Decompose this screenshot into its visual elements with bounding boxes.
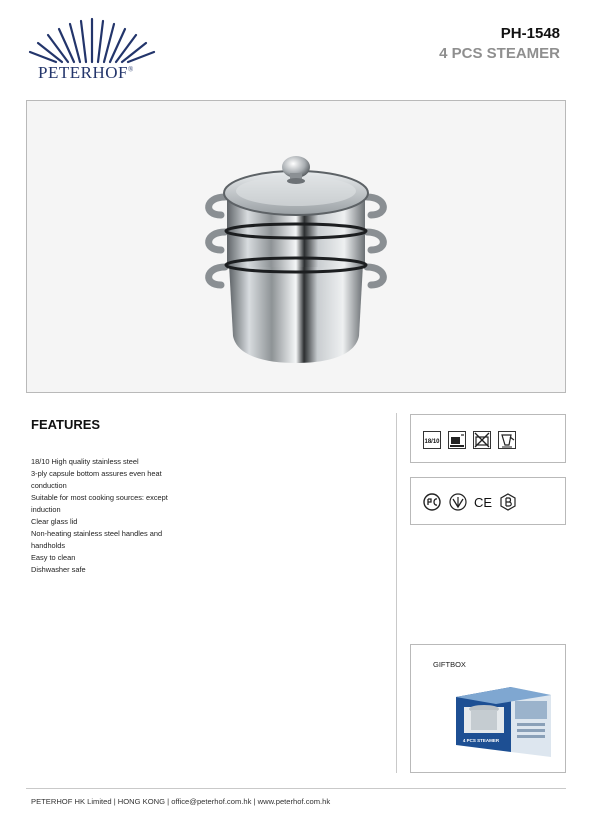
feature-line: Easy to clean xyxy=(31,553,76,562)
feature-line: Dishwasher safe xyxy=(31,565,86,574)
feature-line: handholds xyxy=(31,541,66,550)
no-microwave-icon xyxy=(473,431,491,449)
material-icons-box xyxy=(410,414,566,463)
footer-rule xyxy=(26,788,566,789)
ce-mark-icon xyxy=(471,493,495,511)
column-divider xyxy=(396,413,397,773)
product-code: PH-1548 xyxy=(500,25,560,42)
features-list xyxy=(31,456,196,576)
brand-logo xyxy=(26,16,158,86)
feature-line: Suitable for most cooking sources: except xyxy=(31,493,168,502)
brand-name: PETERHOF xyxy=(38,63,128,82)
feature-line: 3-ply capsule bottom assures even heat xyxy=(31,469,162,478)
sunburst-logo-icon xyxy=(26,16,158,64)
induction-bottom-icon xyxy=(448,431,466,449)
feature-line: induction xyxy=(31,505,61,514)
b-mark-icon xyxy=(499,493,517,511)
giftbox-image xyxy=(451,677,561,762)
product-name: 4 PCS STEAMER xyxy=(439,45,560,62)
feature-line: Clear glass lid xyxy=(31,517,78,526)
ce-mark-label: CE xyxy=(473,495,493,510)
steel-grade-label: 18/10 xyxy=(424,439,440,445)
footer-contact: PETERHOF HK Limited | HONG KONG | office@peterhof.com.hk | www.peterhof.com.hk xyxy=(31,797,331,806)
feature-line: conduction xyxy=(31,481,67,490)
giftbox-label: GIFTBOX xyxy=(433,660,466,669)
trademark-mark: ® xyxy=(127,65,134,74)
feature-line: Non-heating stainless steel handles and xyxy=(31,529,163,538)
steel-grade-icon xyxy=(423,431,441,449)
dishwasher-safe-icon xyxy=(498,431,516,449)
giftbox-box-text: 4 PCS STEAMER xyxy=(462,738,500,743)
giftbox-panel xyxy=(410,644,566,773)
pct-mark-icon xyxy=(423,493,441,511)
gost-mark-icon xyxy=(449,493,467,511)
product-photo-frame xyxy=(26,100,566,393)
steamer-pot-image xyxy=(27,101,565,392)
certification-icons-box xyxy=(410,477,566,525)
features-title: FEATURES xyxy=(31,417,101,432)
feature-line: 18/10 High quality stainless steel xyxy=(31,457,139,466)
